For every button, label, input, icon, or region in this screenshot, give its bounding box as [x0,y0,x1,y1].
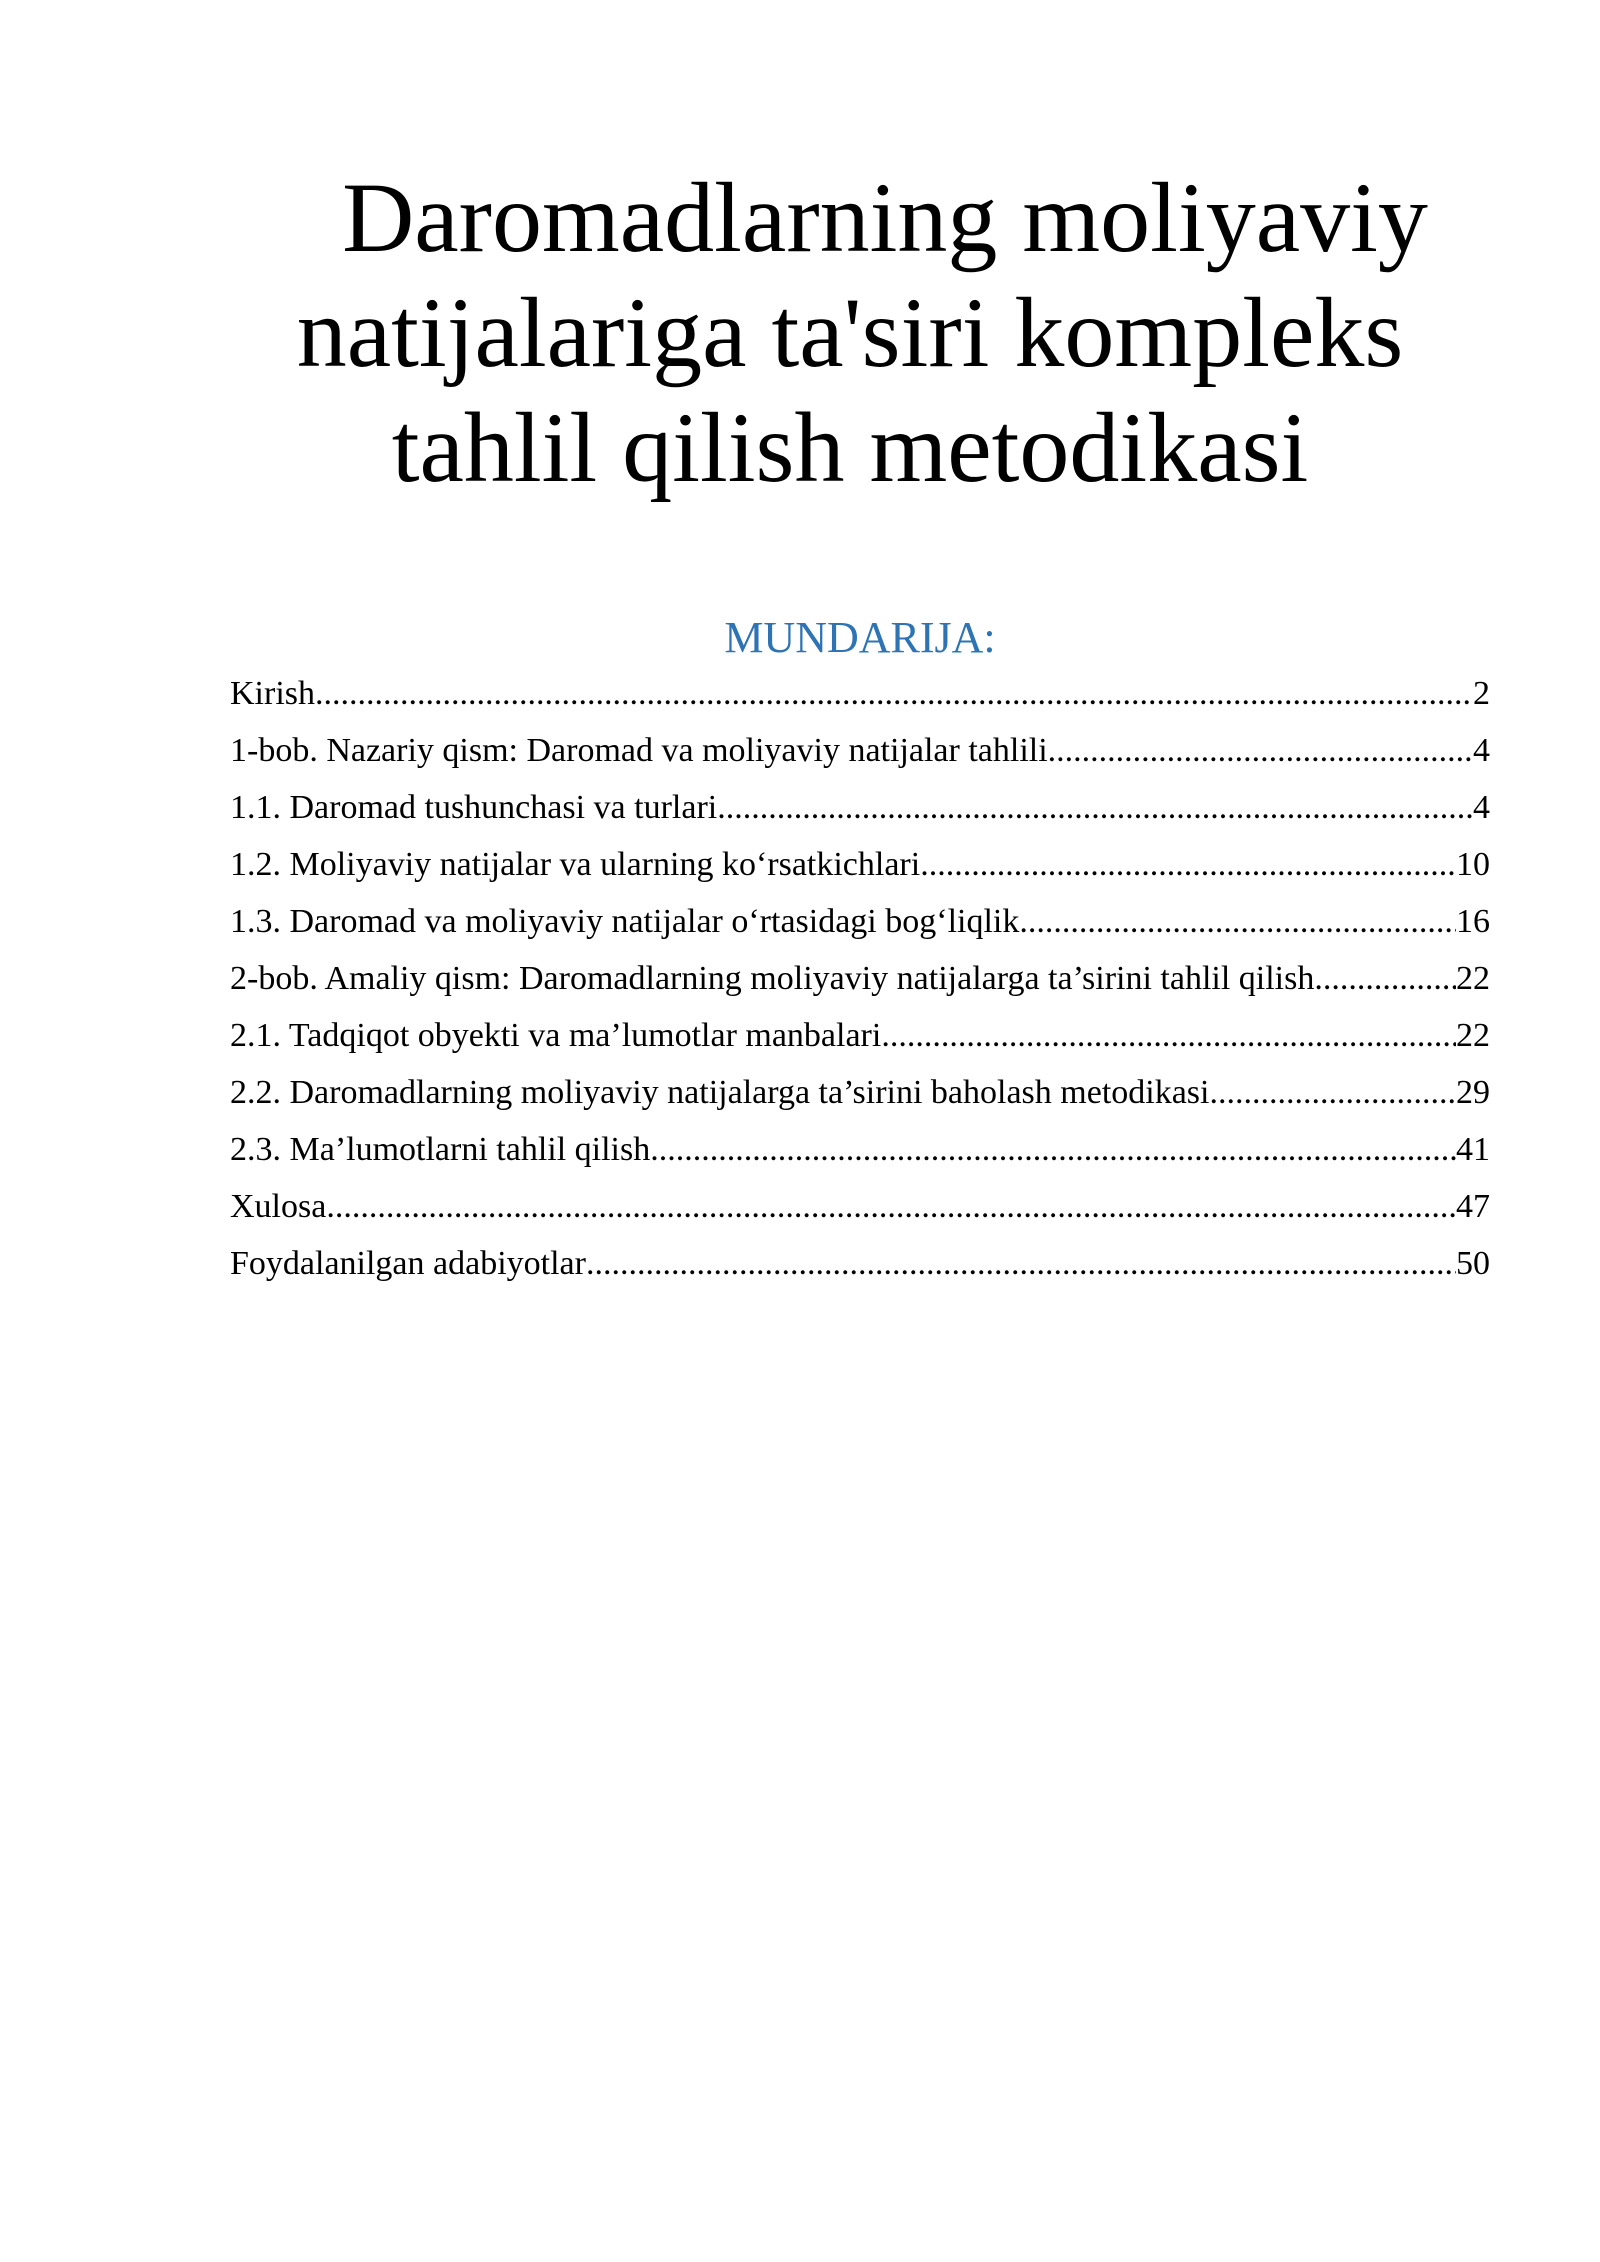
toc-entry[interactable] [230,836,1490,893]
toc-entry-page: 4 [1473,789,1490,826]
toc-entry-label: Xulosa [230,1188,327,1225]
toc-entry[interactable] [230,665,1490,722]
toc-entry[interactable] [230,1235,1490,1292]
toc-entry-page: 22 [1456,960,1490,997]
toc-entry-label: 1-bob. Nazariy qism: Daromad va moliyaviy natijalar tahlili [230,732,1048,769]
toc-dot-leader [315,665,1473,722]
toc-entry-page: 50 [1456,1245,1490,1282]
toc-entry[interactable] [230,1064,1490,1121]
toc-entry-label: 2.3. Ma’lumotlarni tahlil qilish [230,1131,651,1168]
toc-entry-page: 22 [1456,1017,1490,1054]
toc-entry[interactable] [230,1178,1490,1235]
toc-dot-leader [920,836,1456,893]
toc-entry-page: 29 [1456,1074,1490,1111]
toc-entry-label: Kirish [230,675,315,712]
toc-dot-leader [326,1178,1456,1235]
toc-dot-leader [1019,893,1456,950]
toc-entry-page: 2 [1473,675,1490,712]
toc-entry-label: 2.1. Tadqiqot obyekti va ma’lumotlar manbalari [230,1017,882,1054]
toc-entry[interactable] [230,893,1490,950]
toc-entry-page: 16 [1456,903,1490,940]
toc-entry-label: 1.2. Moliyaviy natijalar va ularning ko‘rsatkichlari [230,846,921,883]
document-title [230,160,1470,505]
title-line: tahlil qilish metodikasi [391,392,1309,503]
toc-dot-leader [586,1235,1456,1292]
toc-entry-label: 2-bob. Amaliy qism: Daromadlarning moliyaviy natijalarga ta’sirini tahlil qilish. [230,960,1323,997]
toc-entry-label: 1.1. Daromad tushunchasi va turlari [230,789,718,826]
toc-entry-page: 47 [1456,1188,1490,1225]
toc-entry-page: 10 [1456,846,1490,883]
toc-heading: MUNDARIJA: [724,613,996,662]
toc-entry-label: 1.3. Daromad va moliyaviy natijalar o‘rtasidagi bog‘liqlik [230,903,1020,940]
toc-entry[interactable] [230,1007,1490,1064]
title-line: Daromadlarning moliyaviy [342,162,1428,273]
toc-dot-leader [881,1007,1456,1064]
toc-entry-page: 4 [1473,732,1490,769]
toc-entry[interactable] [230,779,1490,836]
toc-dot-leader [1209,1064,1456,1121]
toc-entry[interactable] [230,950,1490,1007]
toc-dot-leader [1048,722,1473,779]
toc-dot-leader [717,779,1473,836]
toc-dot-leader [650,1121,1456,1178]
table-of-contents [230,665,1490,1292]
toc-entry-label: Foydalanilgan adabiyotlar [230,1245,586,1282]
toc-entry[interactable] [230,1121,1490,1178]
toc-dot-leader [1323,950,1456,1007]
toc-entry[interactable] [230,722,1490,779]
toc-entry-page: 41 [1456,1131,1490,1168]
title-line: natijalariga ta'siri kompleks [296,277,1404,388]
toc-entry-label: 2.2. Daromadlarning moliyaviy natijalarga ta’sirini baholash metodikasi [230,1074,1210,1111]
